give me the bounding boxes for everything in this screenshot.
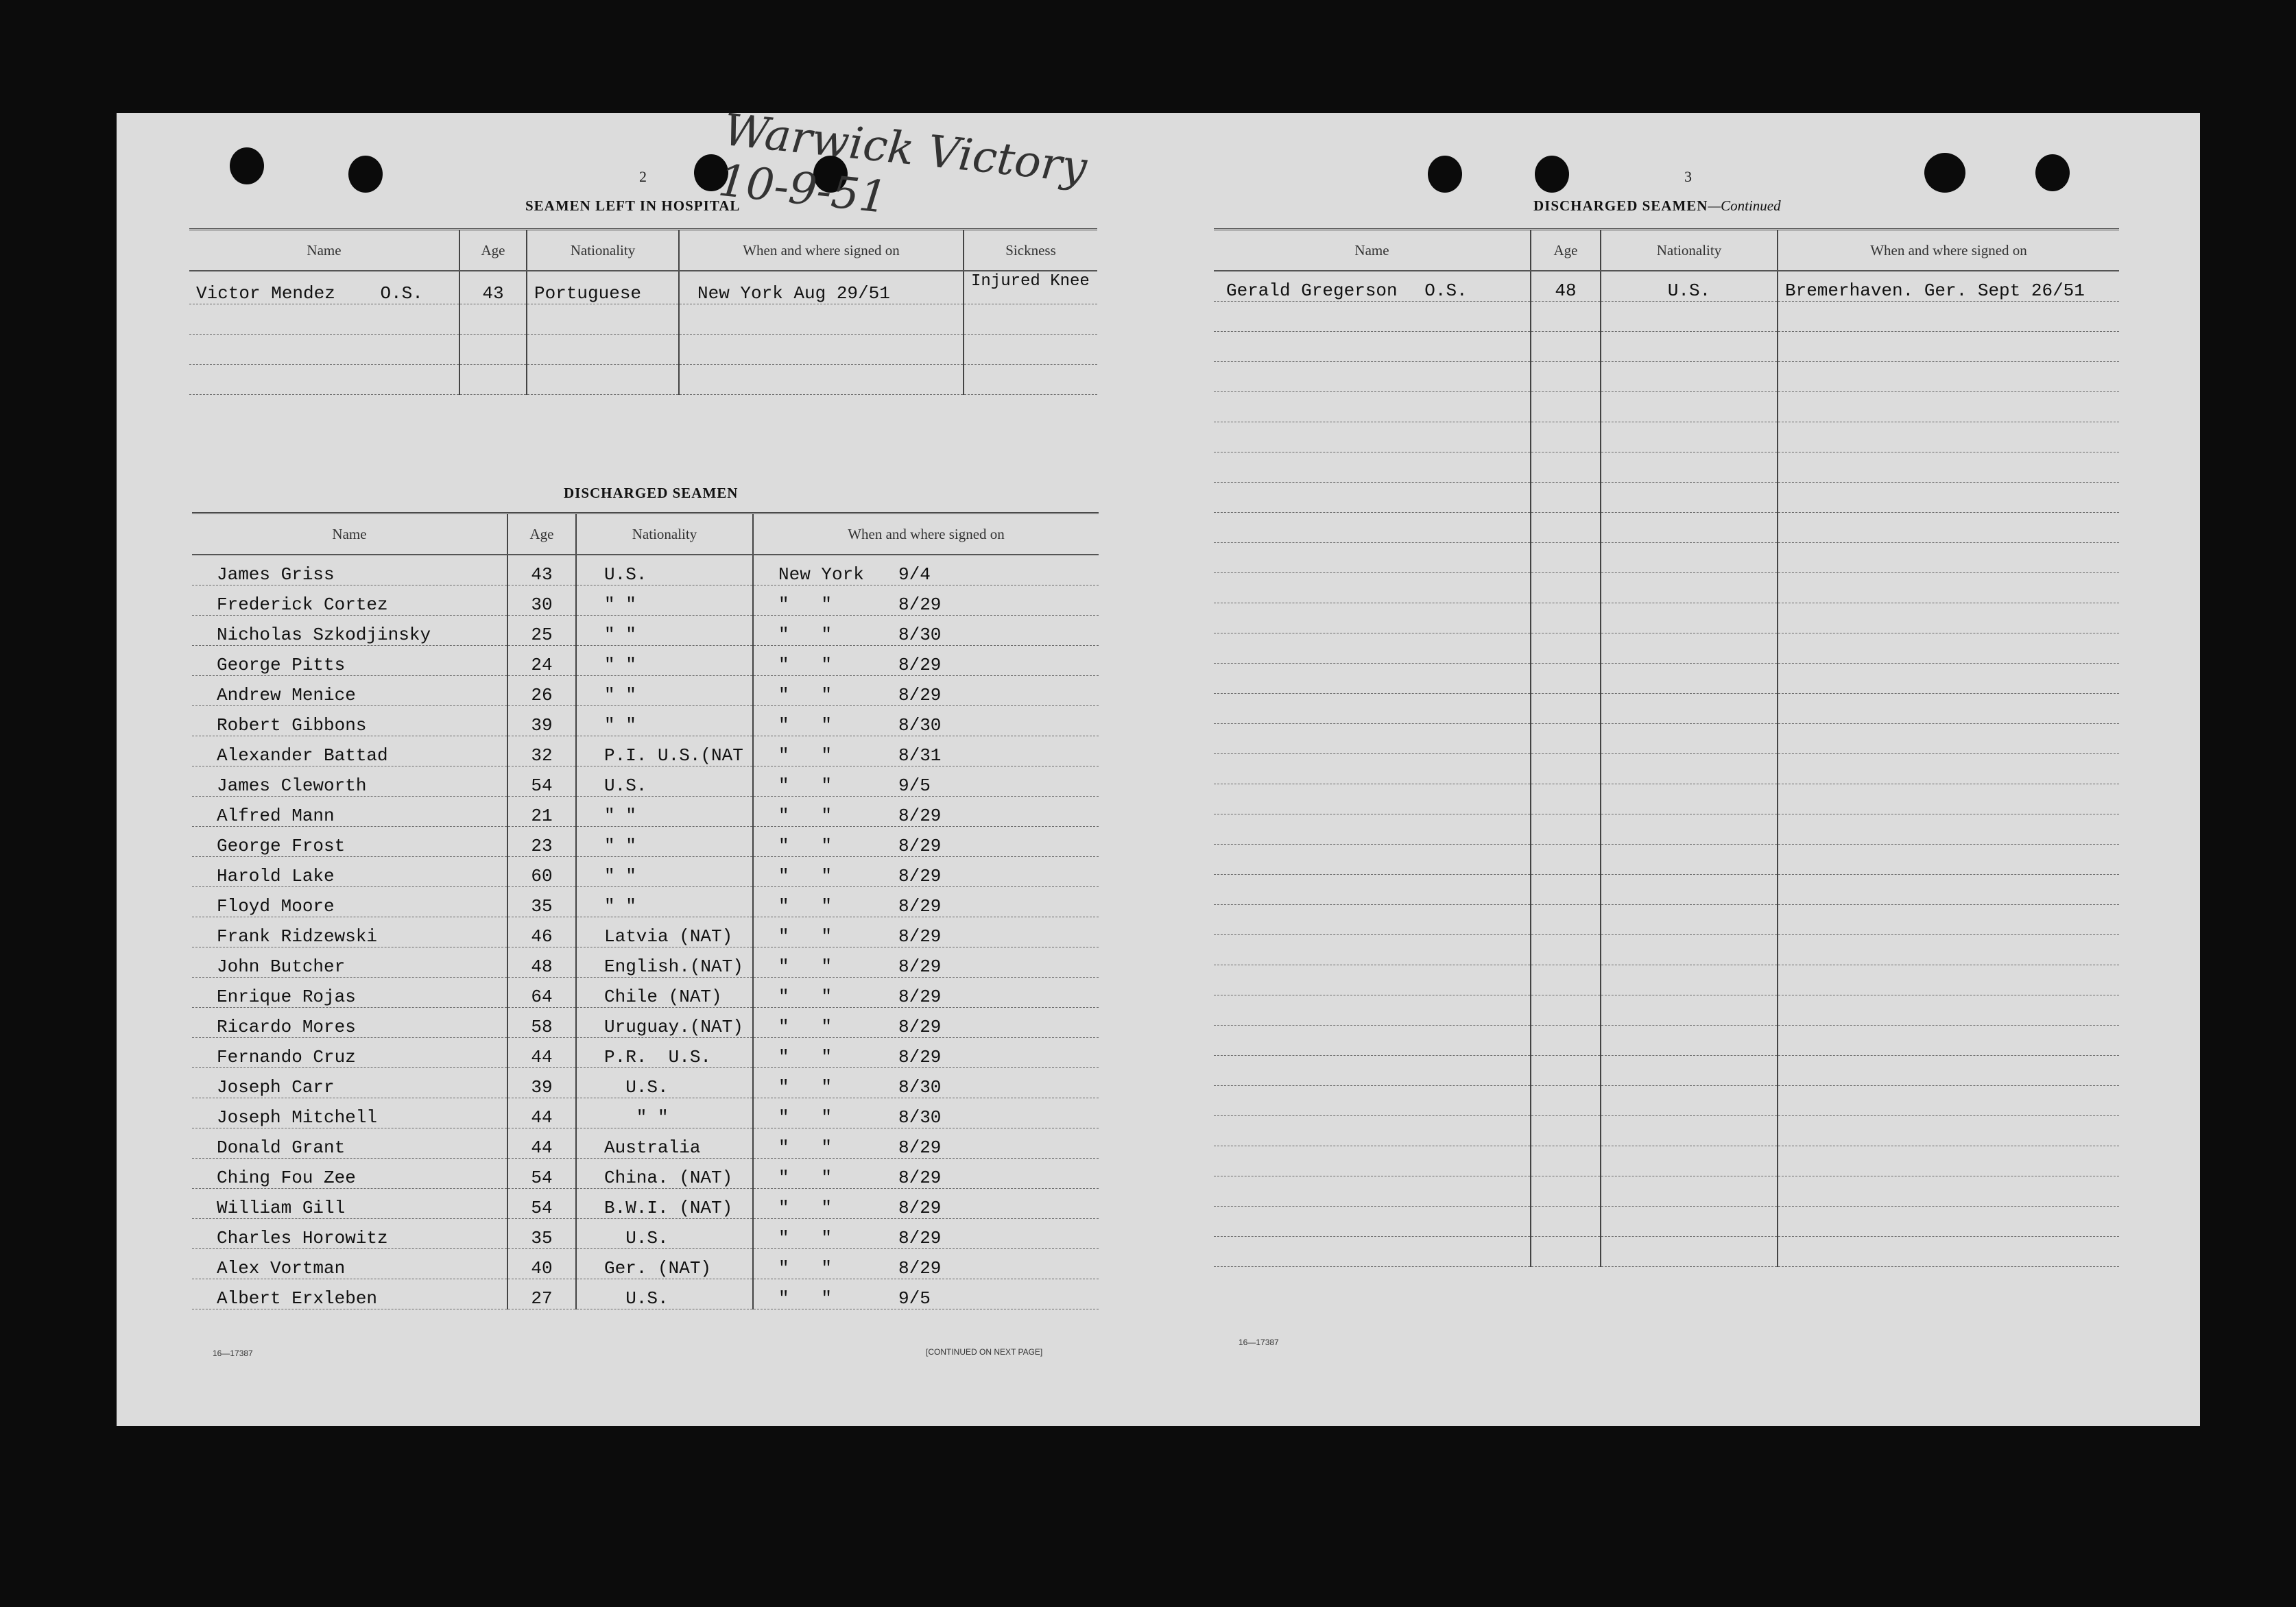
blank-row xyxy=(1214,603,2119,633)
date-value: 8/29 xyxy=(898,926,942,947)
nationality-value: Ger. (NAT) xyxy=(604,1258,712,1279)
name-cell: Alfred Mann xyxy=(192,797,507,827)
signed-on-cell xyxy=(753,1038,1099,1068)
col-header-signed-on: When and where signed on xyxy=(753,513,1099,555)
discharged-section-title: DISCHARGED SEAMEN xyxy=(564,485,739,501)
nationality-cell xyxy=(576,766,753,797)
blank-row xyxy=(1214,1176,2119,1207)
place-value: " " xyxy=(778,926,833,947)
table-row xyxy=(192,1159,1099,1189)
signed-on-cell xyxy=(753,887,1099,917)
date-value: 8/29 xyxy=(898,806,942,826)
nationality-value: " " xyxy=(604,685,636,705)
date-value: 8/29 xyxy=(898,594,942,615)
nationality-cell xyxy=(576,555,753,585)
blank-row xyxy=(1214,1116,2119,1146)
date-value: 8/29 xyxy=(898,1228,942,1248)
discharged-table xyxy=(192,512,1099,1309)
nationality-cell xyxy=(576,797,753,827)
age-cell: 35 xyxy=(507,1219,576,1249)
date-value: 8/29 xyxy=(898,836,942,856)
punch-hole xyxy=(1924,153,1965,193)
nationality-value: " " xyxy=(604,715,636,736)
name-cell: John Butcher xyxy=(192,947,507,978)
date-value: 8/29 xyxy=(898,987,942,1007)
table-row xyxy=(192,917,1099,947)
nationality-cell xyxy=(576,616,753,646)
nationality-value: " " xyxy=(604,1107,669,1128)
blank-row xyxy=(1214,1237,2119,1267)
age-cell: 60 xyxy=(507,857,576,887)
name-cell xyxy=(189,271,459,304)
place-value: " " xyxy=(778,1107,833,1128)
table-row xyxy=(189,271,1097,304)
table-row xyxy=(192,947,1099,978)
age-cell: 39 xyxy=(507,1068,576,1098)
signed-on-cell: Bremerhaven. Ger. Sept 26/51 xyxy=(1778,271,2119,302)
name-cell: Charles Horowitz xyxy=(192,1219,507,1249)
date-value: 9/5 xyxy=(898,1288,931,1309)
form-number: 16—17387 xyxy=(1239,1338,1279,1347)
name-cell: William Gill xyxy=(192,1189,507,1219)
name-cell: James Griss xyxy=(192,555,507,585)
nationality-cell xyxy=(576,917,753,947)
nationality-value: U.S. xyxy=(604,1077,669,1098)
signed-on-cell xyxy=(753,1219,1099,1249)
table-row xyxy=(192,857,1099,887)
hospital-table xyxy=(189,228,1097,395)
table-row xyxy=(192,646,1099,676)
name-cell: Ching Fou Zee xyxy=(192,1159,507,1189)
col-header-age: Age xyxy=(1531,230,1601,271)
seaman-name: Victor Mendez xyxy=(196,283,335,304)
blank-row xyxy=(1214,302,2119,332)
place-value: " " xyxy=(778,655,833,675)
blank-row xyxy=(1214,995,2119,1026)
blank-row xyxy=(1214,1146,2119,1176)
blank-row xyxy=(1214,724,2119,754)
nationality-cell xyxy=(576,1159,753,1189)
discharged-rows xyxy=(192,555,1099,1309)
blank-row xyxy=(1214,573,2119,603)
nationality-value: " " xyxy=(604,625,636,645)
blank-row xyxy=(1214,905,2119,935)
place-value: " " xyxy=(778,1137,833,1158)
punch-hole xyxy=(2035,154,2070,191)
right-page xyxy=(1214,113,2200,1426)
age-cell: 44 xyxy=(507,1128,576,1159)
nationality-value: Australia xyxy=(604,1137,701,1158)
blank-row xyxy=(1214,452,2119,483)
date-value: 8/29 xyxy=(898,956,942,977)
nationality-cell xyxy=(576,706,753,736)
date-value: 8/31 xyxy=(898,745,942,766)
document-sheet xyxy=(117,105,2200,1426)
name-cell: Fernando Cruz xyxy=(192,1038,507,1068)
punch-hole xyxy=(1428,156,1462,193)
nationality-value: " " xyxy=(604,806,636,826)
hospital-section-title: SEAMEN LEFT IN HOSPITAL xyxy=(525,197,741,214)
table-row xyxy=(192,1068,1099,1098)
blank-row xyxy=(1214,784,2119,814)
age-cell: 40 xyxy=(507,1249,576,1279)
col-header-name: Name xyxy=(189,230,459,271)
col-header-name: Name xyxy=(192,513,507,555)
continued-note: [CONTINUED ON NEXT PAGE] xyxy=(926,1347,1043,1357)
table-row xyxy=(189,365,1097,395)
place-value: " " xyxy=(778,1288,833,1309)
table-row xyxy=(192,1008,1099,1038)
table-row xyxy=(192,827,1099,857)
nationality-value: U.S. xyxy=(604,775,647,796)
nationality-value: Latvia (NAT) xyxy=(604,926,733,947)
signed-on-cell xyxy=(753,947,1099,978)
nationality-cell xyxy=(576,1098,753,1128)
nationality-cell xyxy=(576,1068,753,1098)
col-header-age: Age xyxy=(507,513,576,555)
date-value: 8/29 xyxy=(898,896,942,917)
handwritten-note: Warwick Victory 10-9-51 xyxy=(715,105,1090,223)
signed-on-cell xyxy=(753,1098,1099,1128)
nationality-value: P.I. U.S.(NAT xyxy=(604,745,743,766)
place-value: " " xyxy=(778,1077,833,1098)
name-cell: Harold Lake xyxy=(192,857,507,887)
nationality-value: P.R. U.S. xyxy=(604,1047,712,1067)
discharged-continued-title xyxy=(1533,197,1781,215)
left-page xyxy=(117,105,1132,1426)
blank-row xyxy=(1214,483,2119,513)
place-value: " " xyxy=(778,1047,833,1067)
place-value: " " xyxy=(778,775,833,796)
nationality-value: U.S. xyxy=(604,1288,669,1309)
name-cell: Joseph Carr xyxy=(192,1068,507,1098)
signed-on-cell xyxy=(753,585,1099,616)
place-value: " " xyxy=(778,866,833,886)
nationality-value: U.S. xyxy=(604,564,647,585)
nationality-cell xyxy=(576,887,753,917)
page-number: 2 xyxy=(639,168,647,185)
signed-on-cell xyxy=(753,1189,1099,1219)
nationality-value: U.S. xyxy=(604,1228,669,1248)
place-value: " " xyxy=(778,745,833,766)
blank-row xyxy=(1214,664,2119,694)
nationality-value: " " xyxy=(604,866,636,886)
date-value: 8/29 xyxy=(898,1258,942,1279)
age-cell: 64 xyxy=(507,978,576,1008)
nationality-value: English.(NAT) xyxy=(604,956,743,977)
signed-on-cell xyxy=(753,797,1099,827)
table-row xyxy=(192,1098,1099,1128)
table-row xyxy=(1214,271,2119,302)
nationality-value: Chile (NAT) xyxy=(604,987,722,1007)
date-value: 8/29 xyxy=(898,655,942,675)
age-cell: 46 xyxy=(507,917,576,947)
place-value: " " xyxy=(778,1198,833,1218)
signed-on-cell xyxy=(753,1159,1099,1189)
age-cell: 32 xyxy=(507,736,576,766)
signed-on-cell xyxy=(753,917,1099,947)
blank-row xyxy=(1214,633,2119,664)
place-value: " " xyxy=(778,806,833,826)
col-header-age: Age xyxy=(459,230,527,271)
age-cell: 58 xyxy=(507,1008,576,1038)
table-row xyxy=(192,1249,1099,1279)
name-cell: Alex Vortman xyxy=(192,1249,507,1279)
date-value: 9/4 xyxy=(898,564,931,585)
signed-on-cell xyxy=(753,676,1099,706)
age-cell: 43 xyxy=(459,271,527,304)
col-header-name: Name xyxy=(1214,230,1531,271)
nationality-value: Uruguay.(NAT) xyxy=(604,1017,743,1037)
col-header-signed-on: When and where signed on xyxy=(679,230,964,271)
table-row xyxy=(192,676,1099,706)
punch-hole xyxy=(230,147,264,184)
age-cell: 35 xyxy=(507,887,576,917)
date-value: 8/29 xyxy=(898,1017,942,1037)
nationality-cell: U.S. xyxy=(1601,271,1778,302)
age-cell: 26 xyxy=(507,676,576,706)
nationality-cell xyxy=(576,857,753,887)
blank-row xyxy=(1214,543,2119,573)
place-value: " " xyxy=(778,594,833,615)
nationality-cell xyxy=(576,1008,753,1038)
place-value: " " xyxy=(778,685,833,705)
nationality-cell xyxy=(576,736,753,766)
date-value: 8/30 xyxy=(898,715,942,736)
rating: O.S. xyxy=(1424,280,1468,301)
signed-on-cell xyxy=(753,616,1099,646)
date-value: 8/30 xyxy=(898,1077,942,1098)
signed-on-cell xyxy=(753,1068,1099,1098)
nationality-cell xyxy=(576,646,753,676)
nationality-value: B.W.I. (NAT) xyxy=(604,1198,733,1218)
place-value: " " xyxy=(778,987,833,1007)
blank-row xyxy=(1214,362,2119,392)
name-cell: Ricardo Mores xyxy=(192,1008,507,1038)
name-cell: Enrique Rojas xyxy=(192,978,507,1008)
blank-row xyxy=(1214,513,2119,543)
nationality-cell xyxy=(576,1219,753,1249)
age-cell: 24 xyxy=(507,646,576,676)
age-cell: 54 xyxy=(507,766,576,797)
nationality-value: " " xyxy=(604,594,636,615)
blank-row xyxy=(1214,694,2119,724)
nationality-cell xyxy=(576,585,753,616)
table-row xyxy=(189,335,1097,365)
blank-row xyxy=(1214,422,2119,452)
table-row xyxy=(192,797,1099,827)
signed-on-cell xyxy=(753,555,1099,585)
signed-on-cell xyxy=(753,978,1099,1008)
name-cell: Donald Grant xyxy=(192,1128,507,1159)
table-row xyxy=(192,766,1099,797)
age-cell: 25 xyxy=(507,616,576,646)
nationality-cell xyxy=(576,676,753,706)
name-cell: George Frost xyxy=(192,827,507,857)
place-value: " " xyxy=(778,1017,833,1037)
age-cell: 44 xyxy=(507,1098,576,1128)
blank-row xyxy=(1214,1086,2119,1116)
name-cell: Frederick Cortez xyxy=(192,585,507,616)
date-value: 8/29 xyxy=(898,866,942,886)
punch-hole xyxy=(348,156,383,193)
age-cell: 48 xyxy=(1531,271,1601,302)
blank-row xyxy=(1214,965,2119,995)
age-cell: 54 xyxy=(507,1159,576,1189)
date-value: 8/29 xyxy=(898,1047,942,1067)
name-cell: Alexander Battad xyxy=(192,736,507,766)
name-cell: James Cleworth xyxy=(192,766,507,797)
signed-on-cell xyxy=(753,1249,1099,1279)
place-value: " " xyxy=(778,715,833,736)
age-cell: 39 xyxy=(507,706,576,736)
title-suffix: —Continued xyxy=(1708,197,1781,214)
table-row xyxy=(192,555,1099,585)
nationality-cell xyxy=(576,1189,753,1219)
signed-on-cell xyxy=(753,1279,1099,1309)
blank-row xyxy=(1214,1026,2119,1056)
col-header-nationality: Nationality xyxy=(576,513,753,555)
punch-hole xyxy=(1535,156,1569,193)
place-value: " " xyxy=(778,625,833,645)
table-row xyxy=(192,706,1099,736)
age-cell: 48 xyxy=(507,947,576,978)
nationality-cell: Portuguese xyxy=(527,271,679,304)
page-number: 3 xyxy=(1684,168,1692,185)
nationality-cell xyxy=(576,1279,753,1309)
discharged-continued-rows xyxy=(1214,271,2119,1267)
table-row xyxy=(192,1128,1099,1159)
nationality-cell xyxy=(576,978,753,1008)
nationality-value: " " xyxy=(604,836,636,856)
age-cell: 23 xyxy=(507,827,576,857)
signed-on-cell xyxy=(753,1128,1099,1159)
blank-row xyxy=(1214,935,2119,965)
name-cell: Robert Gibbons xyxy=(192,706,507,736)
name-cell: Nicholas Szkodjinsky xyxy=(192,616,507,646)
date-value: 8/29 xyxy=(898,1137,942,1158)
blank-row xyxy=(1214,845,2119,875)
date-value: 9/5 xyxy=(898,775,931,796)
nationality-value: " " xyxy=(604,655,636,675)
name-cell: Albert Erxleben xyxy=(192,1279,507,1309)
name-cell: Joseph Mitchell xyxy=(192,1098,507,1128)
place-value: New York xyxy=(778,564,864,585)
col-header-nationality: Nationality xyxy=(527,230,679,271)
signed-on-cell xyxy=(753,827,1099,857)
signed-on-cell xyxy=(753,1008,1099,1038)
place-value: " " xyxy=(778,956,833,977)
age-cell: 21 xyxy=(507,797,576,827)
signed-on-cell: New York Aug 29/51 xyxy=(679,271,964,304)
col-header-nationality: Nationality xyxy=(1601,230,1778,271)
table-row xyxy=(189,304,1097,335)
name-cell: Floyd Moore xyxy=(192,887,507,917)
sickness-cell: Injured Knee xyxy=(964,271,1097,304)
age-cell: 27 xyxy=(507,1279,576,1309)
blank-row xyxy=(1214,875,2119,905)
place-value: " " xyxy=(778,1228,833,1248)
blank-row xyxy=(1214,754,2119,784)
table-row xyxy=(192,887,1099,917)
signed-on-cell xyxy=(753,646,1099,676)
table-row xyxy=(192,978,1099,1008)
signed-on-cell xyxy=(753,736,1099,766)
name-cell: Frank Ridzewski xyxy=(192,917,507,947)
nationality-value: China. (NAT) xyxy=(604,1168,733,1188)
blank-row xyxy=(1214,392,2119,422)
blank-row xyxy=(1214,1207,2119,1237)
nationality-cell xyxy=(576,1038,753,1068)
nationality-cell xyxy=(576,827,753,857)
title-main: DISCHARGED SEAMEN xyxy=(1533,197,1708,214)
age-cell: 43 xyxy=(507,555,576,585)
table-row xyxy=(192,736,1099,766)
nationality-cell xyxy=(576,1128,753,1159)
place-value: " " xyxy=(778,896,833,917)
form-number: 16—17387 xyxy=(213,1349,253,1358)
table-row xyxy=(192,1279,1099,1309)
date-value: 8/29 xyxy=(898,685,942,705)
blank-row xyxy=(1214,332,2119,362)
blank-row xyxy=(1214,1056,2119,1086)
name-cell xyxy=(1214,271,1531,302)
date-value: 8/29 xyxy=(898,1198,942,1218)
blank-row xyxy=(1214,814,2119,845)
nationality-value: " " xyxy=(604,896,636,917)
seaman-name: Gerald Gregerson xyxy=(1226,280,1398,301)
nationality-cell xyxy=(576,947,753,978)
place-value: " " xyxy=(778,836,833,856)
table-row xyxy=(192,1189,1099,1219)
nationality-cell xyxy=(576,1249,753,1279)
place-value: " " xyxy=(778,1168,833,1188)
date-value: 8/29 xyxy=(898,1168,942,1188)
name-cell: Andrew Menice xyxy=(192,676,507,706)
table-row xyxy=(192,1038,1099,1068)
place-value: " " xyxy=(778,1258,833,1279)
discharged-continued-table xyxy=(1214,228,2119,1267)
age-cell: 44 xyxy=(507,1038,576,1068)
table-row xyxy=(192,616,1099,646)
rating: O.S. xyxy=(380,283,423,304)
signed-on-cell xyxy=(753,706,1099,736)
date-value: 8/30 xyxy=(898,625,942,645)
col-header-signed-on: When and where signed on xyxy=(1778,230,2119,271)
date-value: 8/30 xyxy=(898,1107,942,1128)
age-cell: 54 xyxy=(507,1189,576,1219)
col-header-sickness: Sickness xyxy=(964,230,1097,271)
table-row xyxy=(192,585,1099,616)
table-row xyxy=(192,1219,1099,1249)
age-cell: 30 xyxy=(507,585,576,616)
signed-on-cell xyxy=(753,857,1099,887)
signed-on-cell xyxy=(753,766,1099,797)
name-cell: George Pitts xyxy=(192,646,507,676)
